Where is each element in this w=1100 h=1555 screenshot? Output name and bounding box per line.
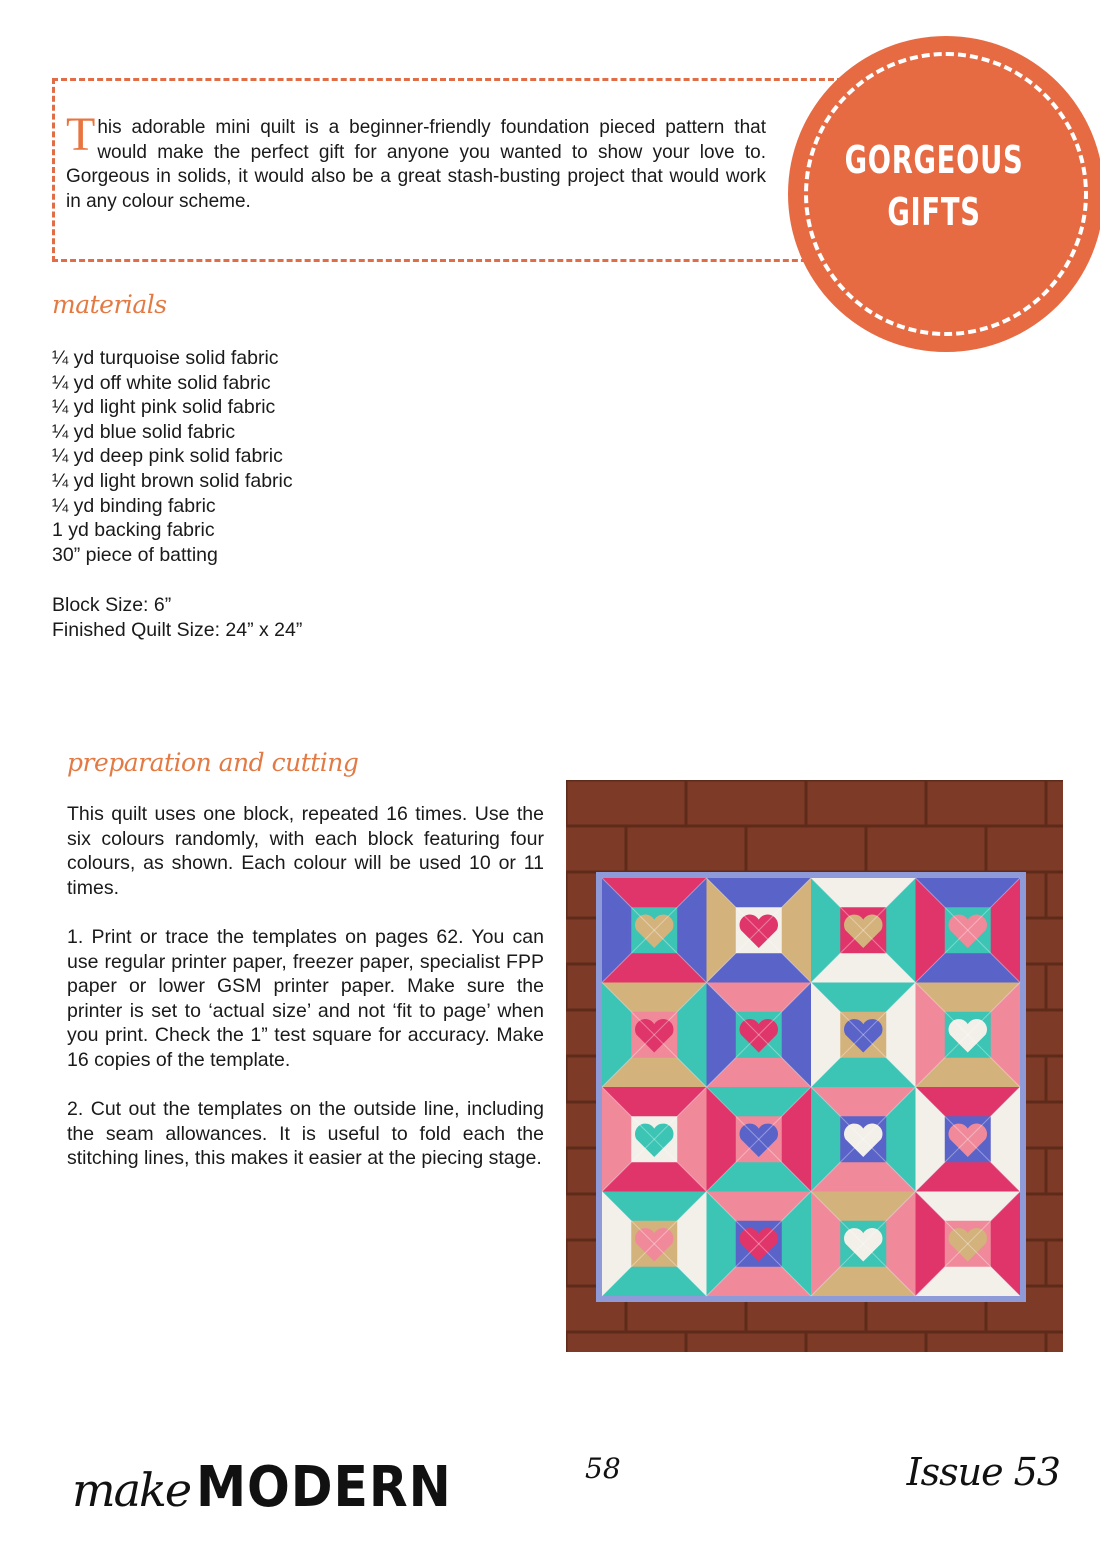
material-item: 1 yd backing fabric <box>52 519 215 542</box>
prep-step-1: 1. Print or trace the templates on pages 62. You can use regular printer paper, freezer paper, specialist FPP paper or lower GSM printer paper. Make sure the printer is set to ‘actual size’ and not ‘fit to page’ when you print. Check the 1” test square for accuracy. Make 16 copies of the template. <box>67 925 544 1071</box>
quilt-block <box>916 983 1021 1088</box>
quilt-block <box>602 983 707 1088</box>
material-item: 30” piece of batting <box>52 543 218 566</box>
quilt-illustration <box>566 780 1063 1352</box>
intro-paragraph <box>66 108 766 214</box>
quilt-block <box>811 1087 916 1192</box>
intro-drop-cap: T <box>66 108 96 161</box>
quilt-photo <box>566 780 1063 1352</box>
material-item: ¼ yd light pink solid fabric <box>52 396 276 419</box>
badge-line-1: GORGEOUS <box>844 138 1024 182</box>
material-item: ¼ yd binding fabric <box>52 494 216 517</box>
quilt-block <box>602 878 707 983</box>
quilt-block <box>707 878 812 983</box>
quilt-blocks <box>602 878 1020 1296</box>
quilt-block <box>707 1087 812 1192</box>
logo-make: make <box>72 1463 191 1517</box>
preparation-heading: preparation and cutting <box>67 748 359 777</box>
quilt-block <box>811 983 916 1088</box>
material-item: ¼ yd light brown solid fabric <box>52 469 293 492</box>
issue-number: Issue 53 <box>906 1450 1060 1494</box>
quilt-block <box>916 1192 1021 1297</box>
prep-paragraph: This quilt uses one block, repeated 16 times. Use the six colours randomly, with each block featuring four colours, as shown. Each colour will be used 10 or 11 times. <box>67 803 544 899</box>
materials-heading: materials <box>52 290 167 319</box>
quilt-block <box>602 1087 707 1192</box>
material-item: ¼ yd blue solid fabric <box>52 420 236 443</box>
materials-list <box>52 346 293 567</box>
gorgeous-gifts-badge <box>788 36 1100 352</box>
quilt-block <box>811 878 916 983</box>
quilt-block <box>811 1192 916 1297</box>
material-item: ¼ yd turquoise solid fabric <box>52 347 279 369</box>
material-item: ¼ yd off white solid fabric <box>52 371 271 394</box>
prep-step-2: 2. Cut out the templates on the outside line, including the seam allowances. It is useful to fold each the stitching lines, this makes it easier at the piecing stage. <box>67 1098 544 1170</box>
logo-modern: MODERN <box>196 1455 452 1520</box>
quilt-block <box>916 1087 1021 1192</box>
intro-text: his adorable mini quilt is a beginner-friendly foundation pieced pattern that would make the perfect gift for anyone you wanted to show your love to. Gorgeous in solids, it would also be a great stash-busting project that would work in any colour scheme. <box>66 117 766 212</box>
preparation-text <box>67 802 544 1196</box>
page-number: 58 <box>585 1452 621 1485</box>
finished-quilt-size: Finished Quilt Size: 24” x 24” <box>52 618 303 641</box>
quilt-block <box>602 1192 707 1297</box>
quilt-block <box>707 1192 812 1297</box>
quilt-block <box>916 878 1021 983</box>
make-modern-logo <box>72 1448 480 1518</box>
block-size: Block Size: 6” <box>52 594 172 616</box>
quilt-block <box>707 983 812 1088</box>
material-item: ¼ yd deep pink solid fabric <box>52 445 283 468</box>
badge-line-2: GIFTS <box>887 190 981 234</box>
badge-label <box>829 134 1039 238</box>
size-info <box>52 593 302 642</box>
